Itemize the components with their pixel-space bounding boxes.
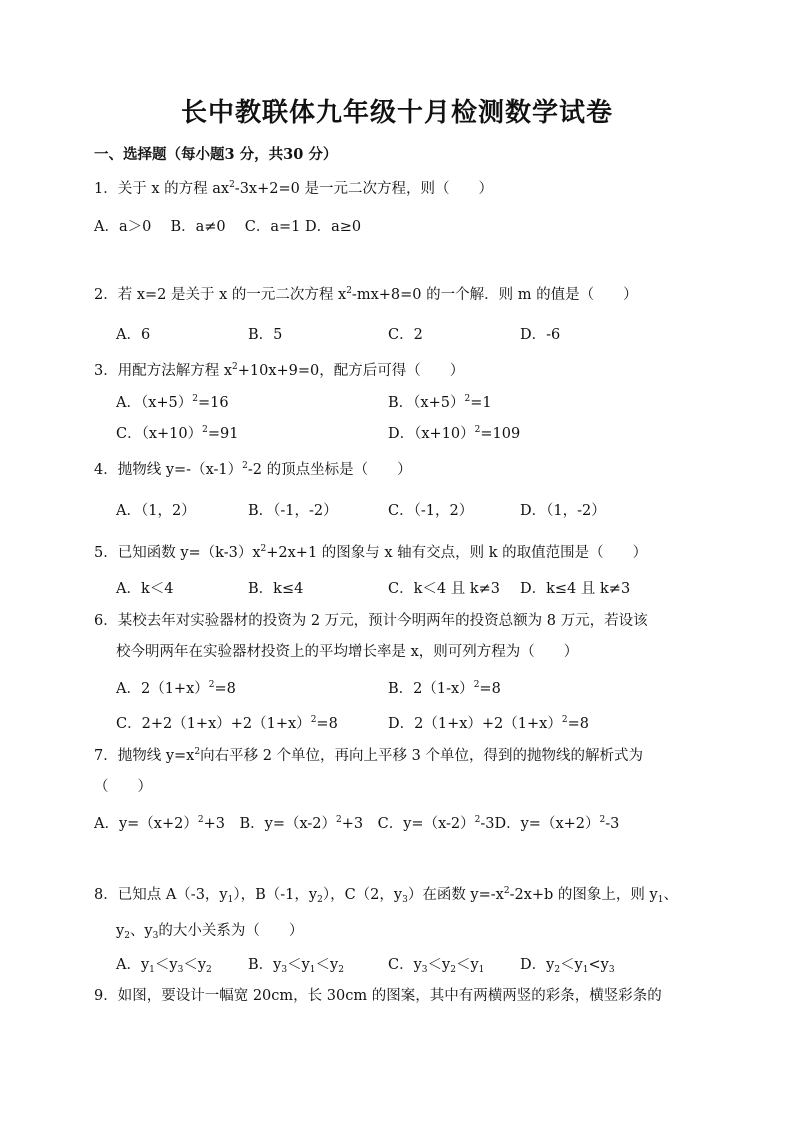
question-4-stem: 4．抛物线 $y=-(x-1)^2-2$ 的顶点坐标是（ ） — [94, 461, 412, 478]
question-7-stem-line2: （ ） — [94, 779, 152, 795]
question-7-stem-line1: 7．抛物线 $y=x^2$向右平移 2 个单位，再向上平移 3 个单位，得到的抛物线的解析式为 — [94, 747, 643, 764]
page-title: 长中教联体九年级十月检测数学试卷 — [180, 98, 613, 128]
question-8-option-c: C．$y_3<y_2<y_1$ — [388, 957, 485, 975]
question-5-option-c: C．k＜4 且 k≠3 — [388, 581, 500, 597]
question-5-option-d: D．k≤4 且 k≠3 — [520, 581, 631, 597]
question-3-option-a: A．$(x+5)^2=16$ — [116, 394, 229, 411]
question-3-option-c: C．$(x+10)^2=91$ — [116, 425, 239, 442]
question-2-option-c: C．2 — [388, 327, 423, 343]
question-2-option-b: B．5 — [248, 327, 283, 343]
question-2-stem: 2．若 x=2 是关于 x 的一元二次方程 $x^2-mx+8=0$ 的一个解．则 m 的值是（ ） — [94, 286, 638, 303]
question-5-option-a: A．k＜4 — [116, 581, 174, 597]
question-4-option-d: D．（1，-2） — [520, 503, 606, 519]
question-1-options: A．a＞0 B．a≠0 C．a=1 D．a≥0 — [94, 219, 362, 235]
question-8-option-b: B．$y_3<y_1<y_2$ — [248, 957, 344, 975]
question-4-option-b: B．（-1，-2） — [248, 503, 338, 519]
question-6-option-b: B．$2(1-x)^2=8$ — [388, 680, 501, 697]
question-4-option-c: C．（-1，2） — [388, 503, 474, 519]
question-8-stem-line1: 8．已知点 A（-3，$y_1$），B（-1，$y_2$），C（2，$y_3$）在函数 $y=-x^2-2x+b$ 的图象上，则 $y_1$、 — [94, 886, 678, 905]
question-3-option-b: B．$(x+5)^2=1$ — [388, 394, 492, 411]
question-7-options: A．$y=(x+2)^2+3$ B．$y=(x-2)^2+3$ C．$y=(x-2)^2-3D$．$y=(x+2)^2-3$ — [94, 815, 620, 832]
question-5-stem: 5．已知函数 $y=(k-3)x^2+2x+1$ 的图象与 x 轴有交点，则 k 的取值范围是（ ） — [94, 544, 648, 561]
question-6-option-a: A．$2(1+x)^2=8$ — [116, 680, 236, 697]
question-8-option-a: A．$y_1<y_3<y_2$ — [116, 957, 212, 975]
question-6-stem-line2: 校今明两年在实验器材投资上的平均增长率是 x，则可列方程为（ ） — [116, 644, 579, 660]
question-6-option-d: D．$2(1+x)+2(1+x)^2=8$ — [388, 715, 589, 732]
question-6-option-c: C．$2+2(1+x)+2(1+x)^2=8$ — [116, 715, 338, 732]
question-8-option-d: D．$y_2<y_1<y_3$ — [520, 957, 615, 975]
question-3-stem: 3．用配方法解方程 $x^2+10x+9=0$，配方后可得（ ） — [94, 362, 465, 379]
question-9-stem-line1: 9．如图，要设计一幅宽 20cm，长 30cm 的图案，其中有两横两竖的彩条，横竖彩条的 — [94, 988, 662, 1004]
question-4-option-a: A．（1，2） — [116, 503, 196, 519]
section-heading: 一、选择题（每小题3 分，共30 分） — [94, 146, 338, 163]
question-8-stem-line2: $y_2$、$y_3$的大小关系为（ ） — [116, 923, 304, 941]
question-1-stem: 1．关于 x 的方程 $ax^2-3x+2=0$ 是一元二次方程，则（ ） — [94, 180, 493, 197]
question-2-option-d: D．-6 — [520, 327, 561, 343]
question-5-option-b: B．k≤4 — [248, 581, 304, 597]
question-3-option-d: D．$(x+10)^2=109$ — [388, 425, 521, 442]
question-6-stem-line1: 6．某校去年对实验器材的投资为 2 万元，预计今明两年的投资总额为 8 万元，若设该 — [94, 613, 648, 629]
question-2-option-a: A．6 — [116, 327, 151, 343]
